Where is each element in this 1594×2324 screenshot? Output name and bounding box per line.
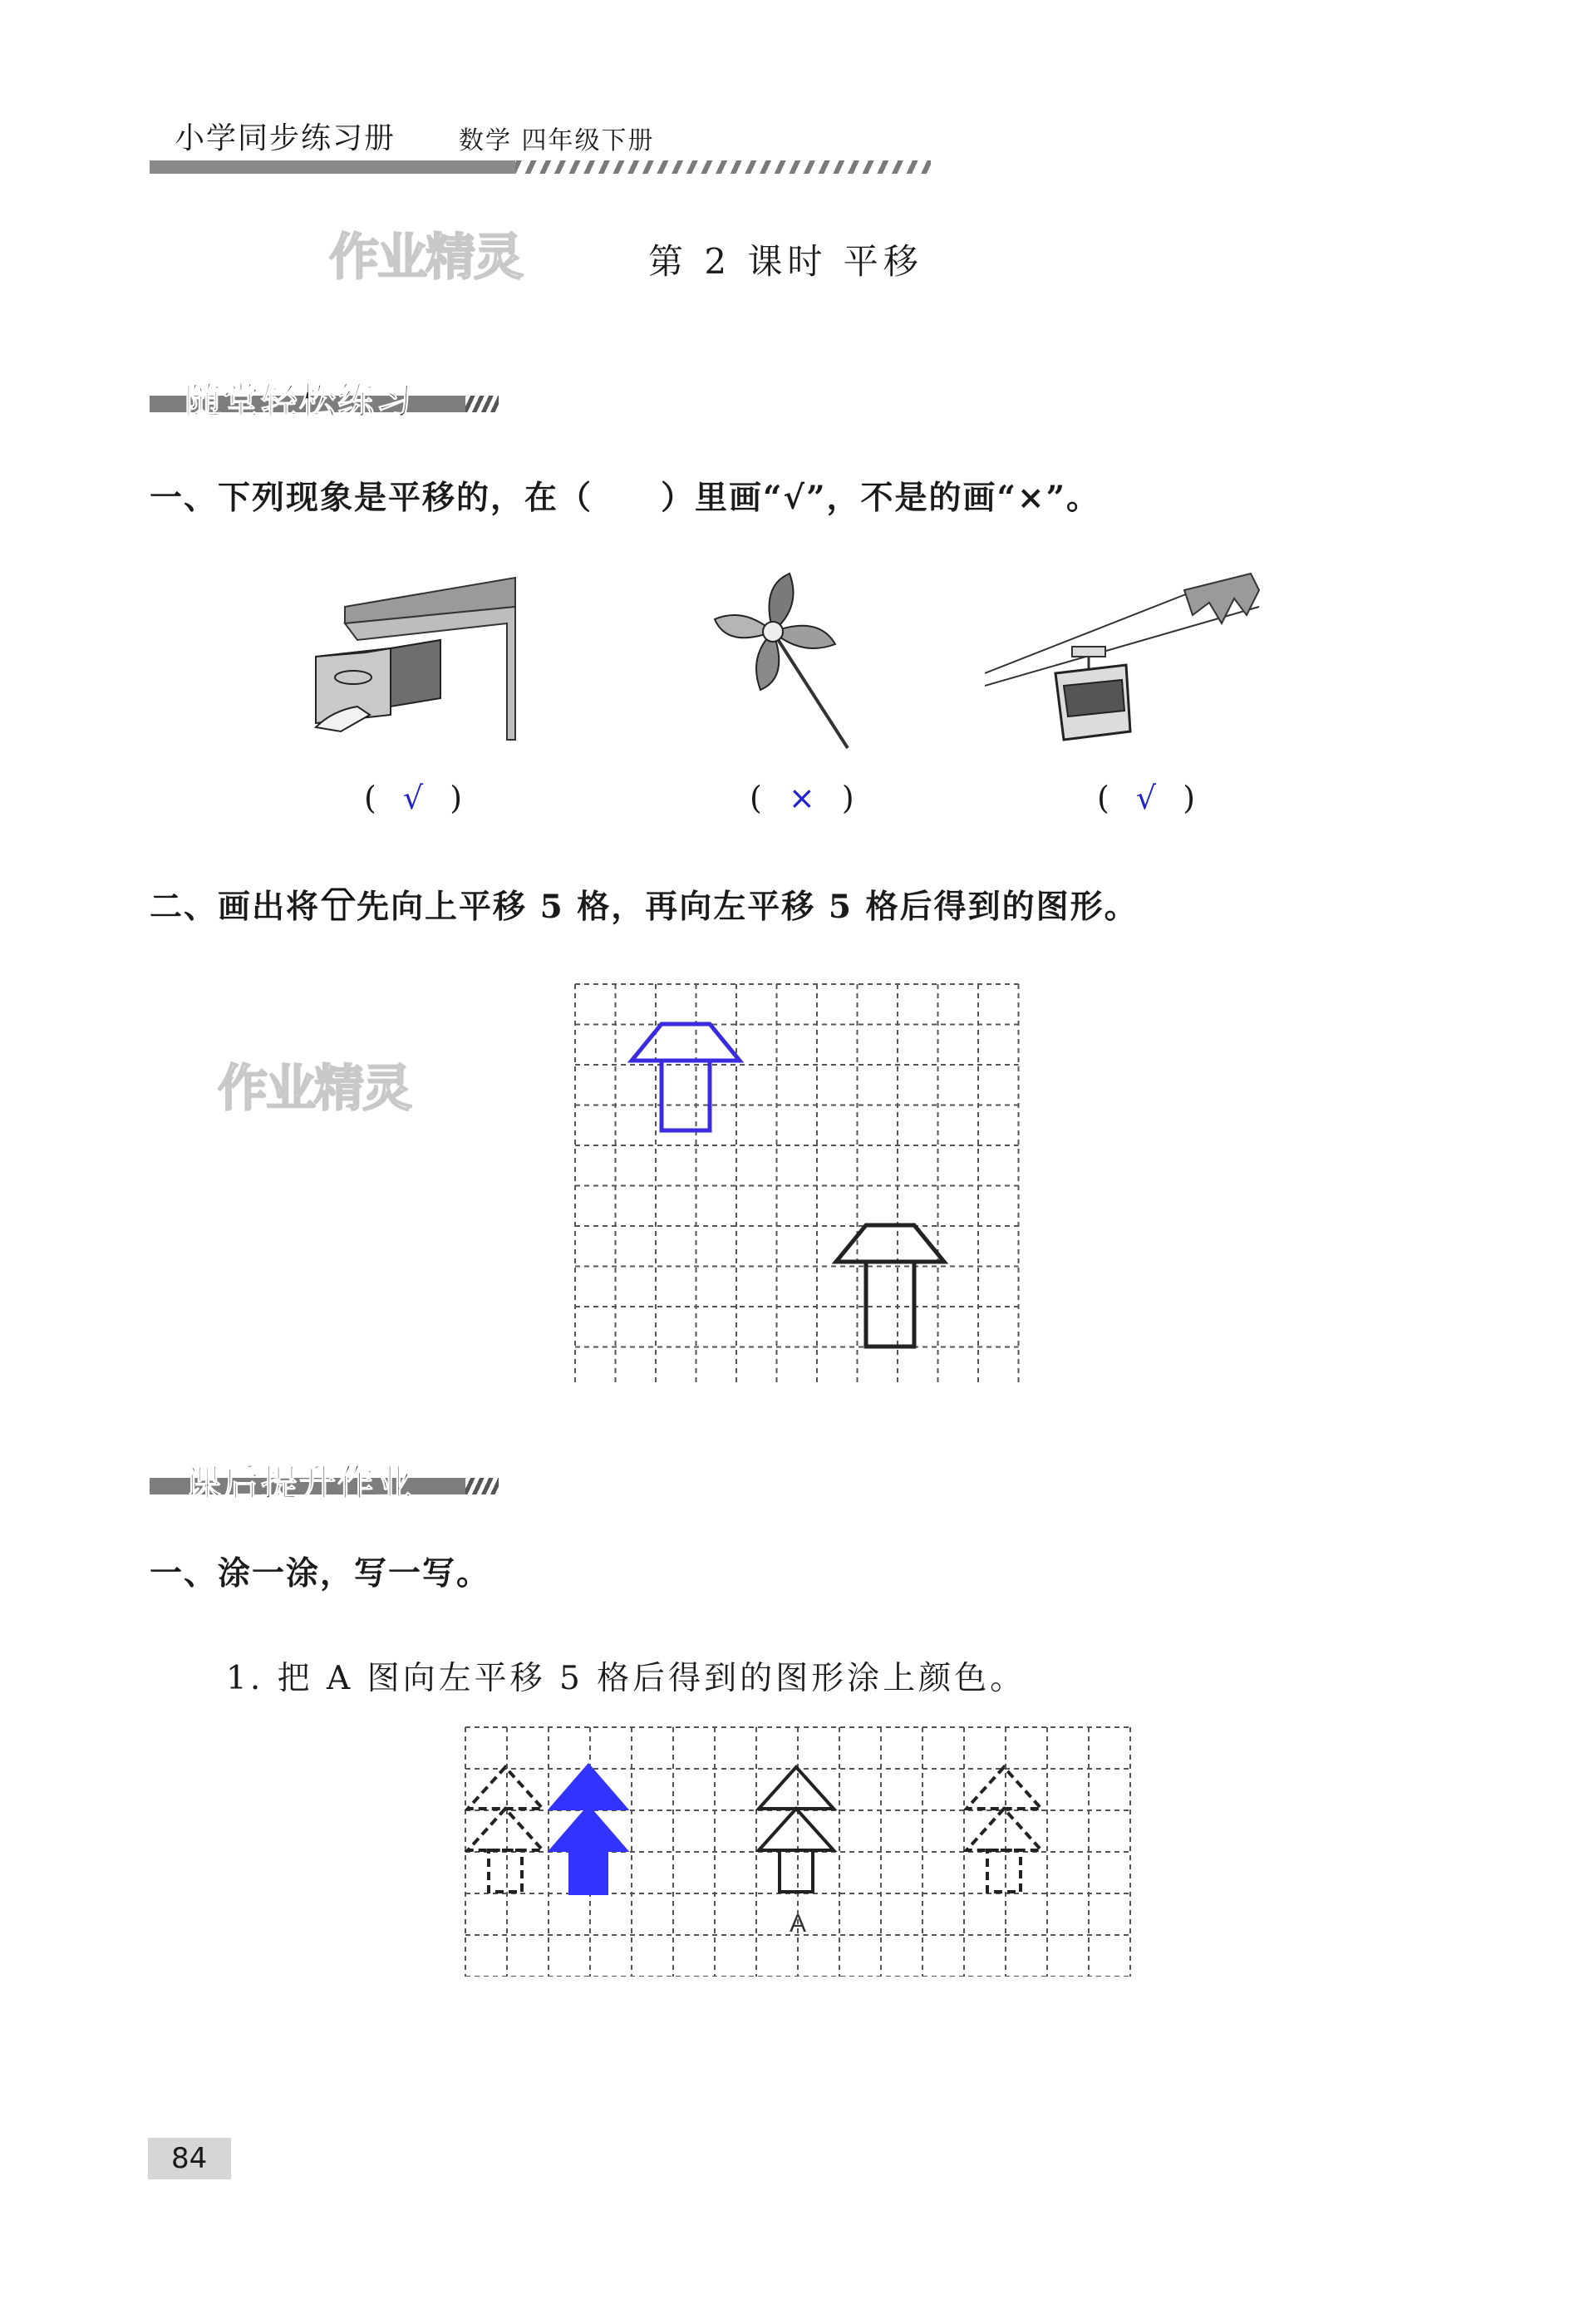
homework-q1-prompt: 一、涂一涂，写一写。	[150, 1554, 491, 1593]
watermark-middle: 作业精灵	[218, 1060, 411, 1118]
dashed-arrow-right	[967, 1767, 1041, 1892]
homework-q1-sub1: 1. 把 A 图向左平移 5 格后得到的图形涂上颜色。	[226, 1660, 1026, 1697]
translated-arrow-shaft	[662, 1061, 710, 1130]
book-subject: 数学 四年级下册	[459, 126, 655, 155]
question-2-prompt	[150, 881, 1139, 928]
answer-pinwheel: ( × )	[750, 780, 863, 816]
question-1-prompt: 一、下列现象是平移的，在（ ）里画“√”，不是的画“×”。	[150, 479, 1101, 517]
coloring-grid	[464, 1726, 1134, 1977]
page-number: 84	[148, 2138, 231, 2179]
grid-lines	[575, 984, 1019, 1386]
answer-cable-car: ( √ )	[1097, 780, 1204, 816]
book-title: 小学同步练习册	[175, 121, 396, 155]
translation-grid	[573, 982, 1022, 1386]
section-label-practice: 随堂轻松练习	[184, 380, 414, 422]
arrow-a	[759, 1767, 834, 1892]
watermark-top: 作业精灵	[329, 229, 522, 287]
original-arrow-shaft	[866, 1262, 914, 1347]
answer-mark-cable-car: √	[1135, 780, 1165, 816]
answer-drawer: ( √ )	[364, 780, 471, 816]
small-arrow-icon	[320, 886, 357, 923]
translated-arrow-head	[632, 1024, 740, 1061]
answer-mark-drawer: √	[402, 780, 432, 816]
lesson-title: 第 2 课时 平移	[648, 241, 923, 282]
drawer-illustration	[307, 574, 524, 748]
question-2-prompt-before: 二、画出将	[150, 888, 321, 926]
section-label-homework: 课后提升作业	[184, 1462, 414, 1504]
cable-car-illustration	[985, 565, 1267, 748]
section-band-homework	[150, 1453, 499, 1506]
section-band-practice	[150, 371, 499, 424]
dashed-arrow-left	[468, 1767, 543, 1892]
arrow-a-label: A	[790, 1910, 807, 1937]
colored-arrow	[551, 1765, 626, 1893]
pinwheel-illustration	[711, 569, 860, 752]
header-rule-solid	[150, 160, 515, 174]
answer-mark-pinwheel: ×	[788, 780, 824, 816]
question-2-prompt-after: 先向上平移 5 格，再向左平移 5 格后得到的图形。	[357, 888, 1139, 926]
original-arrow-head	[836, 1225, 944, 1262]
